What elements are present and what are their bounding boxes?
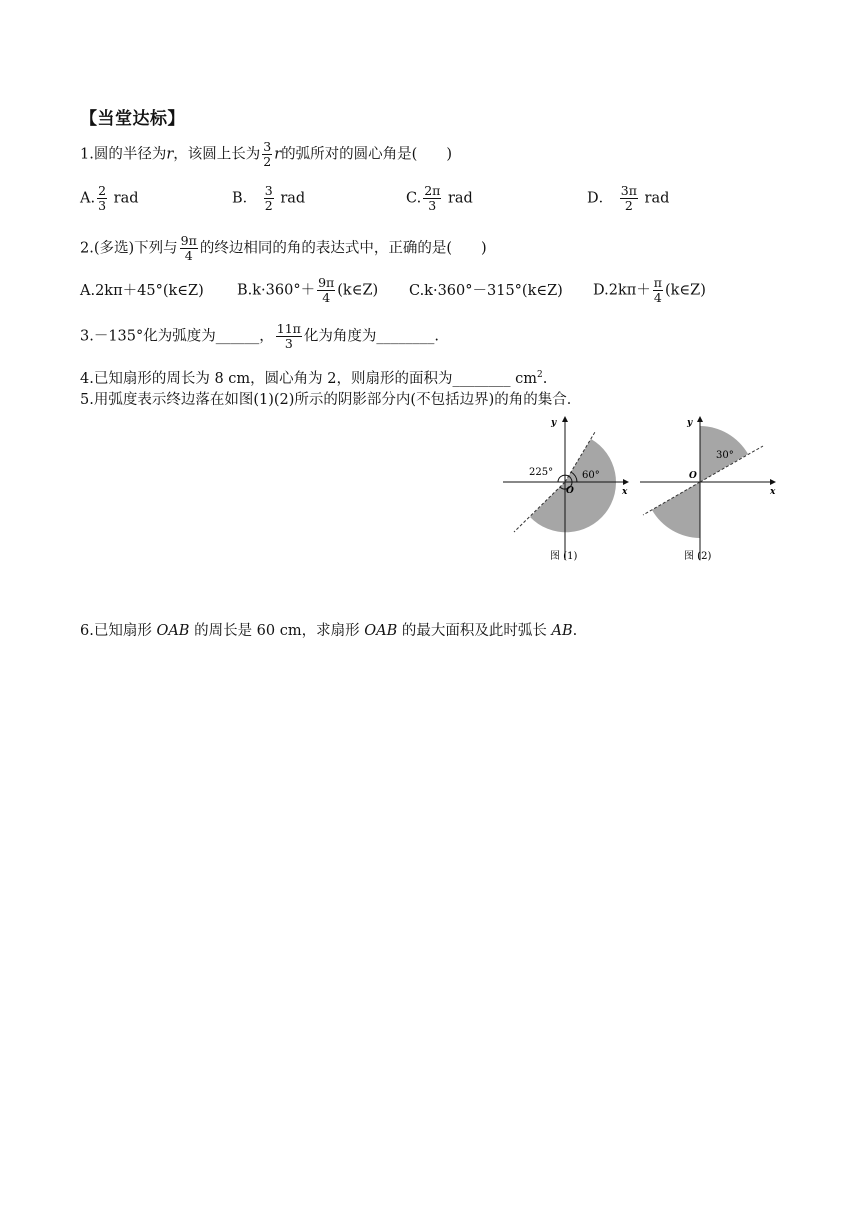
figure-1 xyxy=(503,416,629,562)
option-2c[interactable]: C.k·360°－315°(k∈Z) xyxy=(409,283,563,299)
fraction-9pi-over-4: $\frac{9\pi}{4}$ xyxy=(180,233,197,263)
option-2b[interactable]: B.k·360°＋ $\frac{9\pi}{4}$ (k∈Z) xyxy=(237,275,379,305)
option-1c[interactable]: C. $\frac{2\pi}{3}$ rad xyxy=(406,183,473,213)
question-5-figures xyxy=(498,412,788,564)
option-2d[interactable]: D.2kπ＋ $\frac{\pi}{4}$ (k∈Z) xyxy=(593,275,706,305)
figure-2 xyxy=(640,416,776,562)
question-6: 6.已知扇形 OAB 的周长是 60 cm，求扇形 OAB 的最大面积及此时弧长 AB. xyxy=(80,623,578,639)
figure-2-angle-30: 30° xyxy=(716,450,734,461)
figure-2-origin-label: O xyxy=(689,471,697,481)
option-1d[interactable]: D． $\frac{3\pi}{2}$ rad xyxy=(587,183,670,213)
figure-1-angle-225: 225° xyxy=(529,467,554,478)
question-1: 1.圆的半径为r，该圆上长为 $\frac{3}{2}$ r的弧所对的圆心角是( ) xyxy=(80,139,452,169)
figure-1-angle-60: 60° xyxy=(582,470,600,481)
option-1a[interactable]: A. $\frac{2}{3}$ rad xyxy=(80,183,139,213)
figure-1-x-label: x xyxy=(622,487,628,497)
question-4: 4.已知扇形的周长为 8 cm，圆心角为 2，则扇形的面积为________ $cm^2$. xyxy=(80,370,548,387)
fraction-3-over-2: $\frac{3}{2}$ xyxy=(263,139,272,169)
figure-1-caption: 图 (1) xyxy=(550,551,578,562)
figure-1-y-label: y xyxy=(551,418,557,428)
figure-2-x-label: x xyxy=(770,487,776,497)
section-heading: 【当堂达标】 xyxy=(80,109,185,129)
figure-2-y-label: y xyxy=(687,418,693,428)
option-1b[interactable]: B． $\frac{3}{2}$ rad xyxy=(232,183,306,213)
question-5: 5.用弧度表示终边落在如图(1)(2)所示的阴影部分内(不包括边界)的角的集合． xyxy=(80,392,582,408)
option-2a[interactable]: A.2kπ＋45°(k∈Z) xyxy=(80,283,204,299)
question-2-options xyxy=(80,276,780,310)
figure-2-caption: 图 (2) xyxy=(684,551,712,562)
figure-1-origin-label: O xyxy=(566,486,574,496)
question-2: 2.(多选)下列与 $\frac{9\pi}{4}$ 的终边相同的角的表达式中，正确的是( ) xyxy=(80,233,487,263)
radius-variable: r xyxy=(166,146,174,163)
figure-2-shaded-region-lower xyxy=(652,482,700,538)
fraction-11pi-over-3: $\frac{11\pi}{3}$ xyxy=(276,321,301,351)
question-1-options xyxy=(80,184,780,218)
question-3: 3.－135°化为弧度为______， $\frac{11\pi}{3}$ 化为角度为________. xyxy=(80,321,439,351)
